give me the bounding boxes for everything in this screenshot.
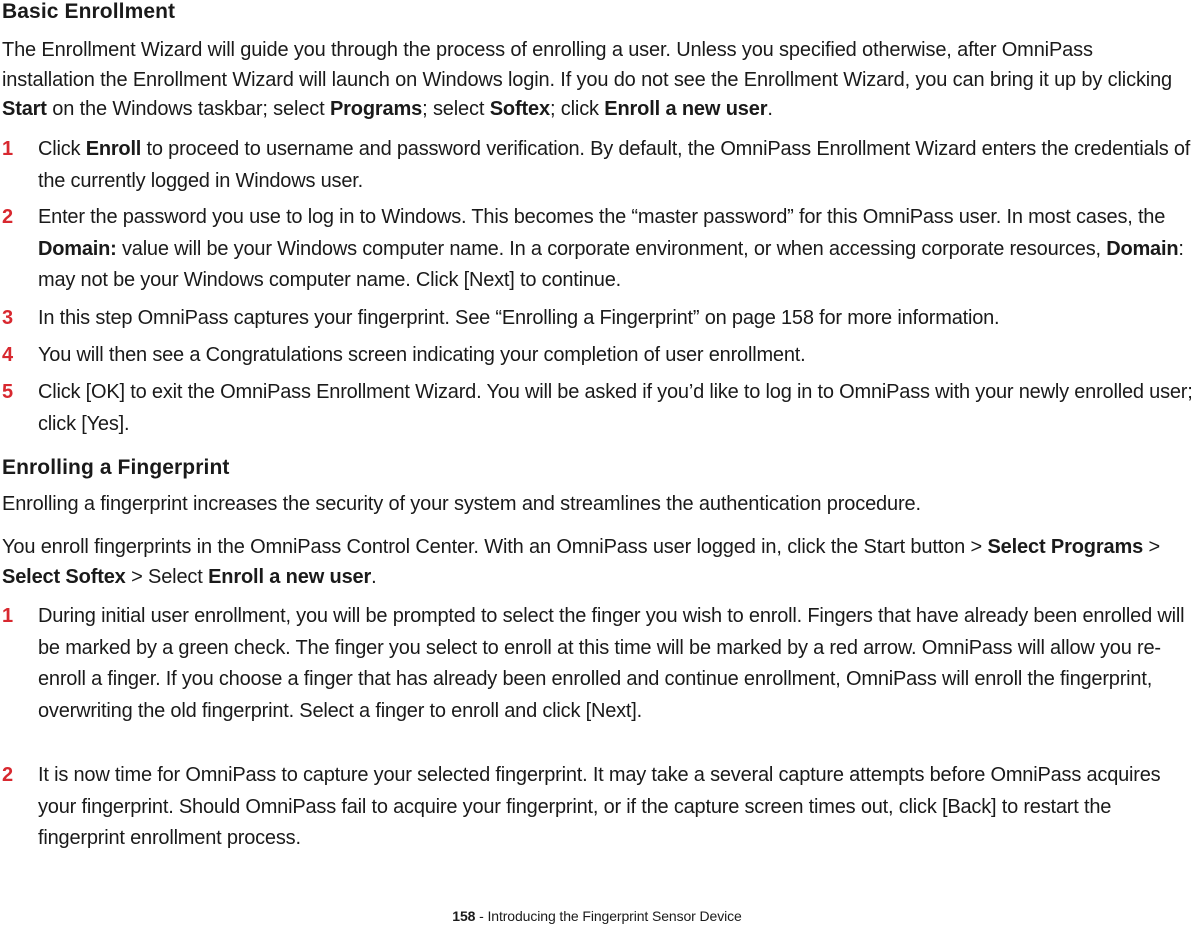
step-text: Click [OK] to exit the OmniPass Enrollment Wizard. You will be asked if you’d like to log in to OmniPass with your newly enrolled user; click [Yes]. bbox=[38, 381, 1193, 435]
footer-title: - Introducing the Fingerprint Sensor Device bbox=[475, 908, 742, 924]
para-text: . bbox=[371, 565, 377, 588]
intro-bold-softex: Softex bbox=[489, 98, 550, 120]
step-text-part: Click bbox=[38, 138, 86, 160]
para-text: You enroll fingerprints in the OmniPass Control Center. With an OmniPass user logged in, click the Start button > bbox=[2, 536, 988, 558]
step-bold-domain: Domain: bbox=[38, 237, 117, 260]
page-footer bbox=[0, 906, 1194, 926]
step-text: It is now time for OmniPass to capture your selected fingerprint. It may take a several capture attempts before OmniPass acquires your fingerprint. Should OmniPass fail to acquire your fingerprint, or if the capture screen times out, click [Back] to restart the fingerprint enrollment process. bbox=[38, 764, 1161, 849]
step-text: During initial user enrollment, you will be prompted to select the finger you wish to enroll. Fingers that have already been enrolled will be marked by a green check. The finger you select to enroll at this time will be marked by a red arrow. OmniPass will allow you re-enroll a finger. If you choose a finger that has already been enrolled and continue enrollment, OmniPass will enroll the fingerprint, overwriting the old fingerprint. Select a finger to enroll and click [Next]. bbox=[38, 605, 1185, 722]
para-bold-select-softex: Select Softex bbox=[2, 565, 126, 588]
intro-text: The Enrollment Wizard will guide you through the process of enrolling a user. Unless you specified otherwise, after OmniPass installation the Enrollment Wizard will launch on Windows login. If you do not see the Enrollment Wizard, you can bring it up by clicking bbox=[2, 39, 1173, 91]
intro-text: ; click bbox=[549, 98, 605, 120]
step-text-part: to proceed to username and password verification. By default, the OmniPass Enrollment Wizard enters the credentials of the currently logged in Windows user. bbox=[38, 138, 1191, 192]
para-text: > bbox=[1143, 536, 1160, 558]
step-text bbox=[38, 202, 1194, 297]
enrolling-fingerprint-para-2 bbox=[2, 533, 1190, 592]
basic-enrollment-intro bbox=[2, 36, 1190, 125]
para-bold-select-programs: Select Programs bbox=[987, 536, 1144, 558]
step-text-part: value will be your Windows computer name. In a corporate environment, or when accessing corporate resources, bbox=[116, 237, 1107, 260]
step-number: 5 bbox=[2, 381, 14, 403]
para-text: > Select bbox=[125, 565, 209, 588]
step-text-part: : may not be your Windows computer name. Click [Next] to continue. bbox=[38, 237, 1184, 291]
intro-bold-enroll-new-user: Enroll a new user bbox=[604, 98, 768, 120]
section-heading-basic-enrollment: Basic Enrollment bbox=[2, 0, 176, 23]
step-number: 3 bbox=[2, 307, 14, 329]
section-heading-enrolling-fingerprint: Enrolling a Fingerprint bbox=[2, 456, 230, 479]
step-text bbox=[38, 134, 1194, 197]
step-text: You will then see a Congratulations screen indicating your completion of user enrollment. bbox=[38, 344, 806, 366]
intro-text: . bbox=[767, 98, 773, 120]
intro-bold-start: Start bbox=[2, 98, 47, 120]
step-number: 2 bbox=[2, 206, 14, 228]
intro-bold-programs: Programs bbox=[329, 98, 423, 120]
page-number: 158 bbox=[452, 908, 476, 924]
para-bold-enroll-new-user: Enroll a new user bbox=[208, 565, 372, 588]
intro-text: on the Windows taskbar; select bbox=[46, 98, 330, 120]
step-number: 2 bbox=[2, 764, 14, 786]
step-number: 4 bbox=[2, 344, 14, 366]
step-text-part: Enter the password you use to log in to Windows. This becomes the “master password” for this OmniPass user. In most cases, the bbox=[38, 206, 1166, 228]
enrolling-fingerprint-para-1: Enrolling a fingerprint increases the security of your system and streamlines the authentication procedure. bbox=[2, 493, 921, 515]
step-number: 1 bbox=[2, 605, 14, 627]
step-bold-enroll: Enroll bbox=[85, 138, 142, 160]
step-bold-domain: Domain bbox=[1106, 237, 1179, 260]
step-text: In this step OmniPass captures your fingerprint. See “Enrolling a Fingerprint” on page 158 for more information. bbox=[38, 307, 1000, 329]
step-number: 1 bbox=[2, 138, 14, 160]
intro-text: ; select bbox=[422, 98, 490, 120]
